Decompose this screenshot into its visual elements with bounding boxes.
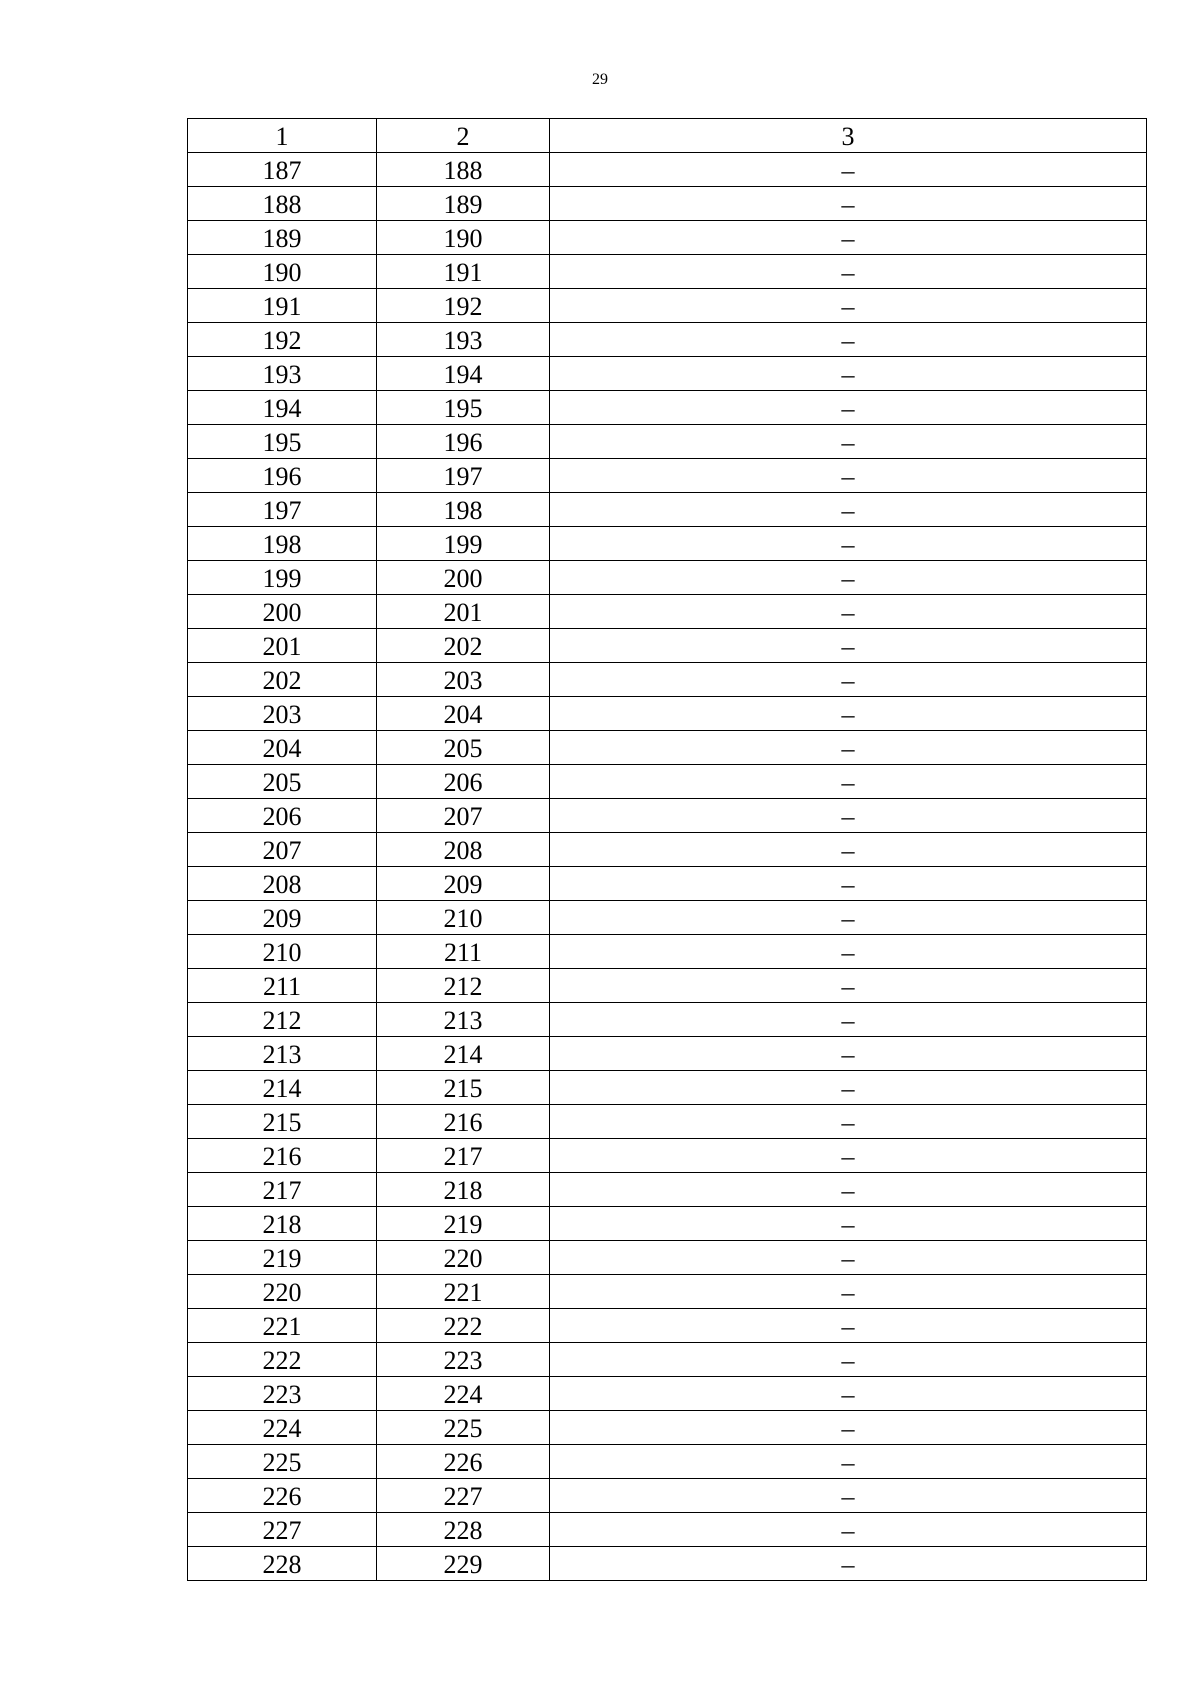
table-cell: – bbox=[550, 221, 1147, 255]
table-row bbox=[188, 493, 1147, 527]
table-cell: – bbox=[550, 833, 1147, 867]
table-cell: 221 bbox=[377, 1275, 550, 1309]
table-cell: – bbox=[550, 629, 1147, 663]
table-cell: – bbox=[550, 1513, 1147, 1547]
table-cell: – bbox=[550, 969, 1147, 1003]
table-row bbox=[188, 1309, 1147, 1343]
table-cell: 222 bbox=[377, 1309, 550, 1343]
table-row bbox=[188, 1547, 1147, 1581]
table-row bbox=[188, 731, 1147, 765]
table-row bbox=[188, 935, 1147, 969]
table-row bbox=[188, 969, 1147, 1003]
table-cell: – bbox=[550, 731, 1147, 765]
table-cell: 223 bbox=[377, 1343, 550, 1377]
table-cell: – bbox=[550, 1071, 1147, 1105]
table-cell: 191 bbox=[377, 255, 550, 289]
table-row bbox=[188, 289, 1147, 323]
table-cell: 211 bbox=[188, 969, 377, 1003]
table-cell: 190 bbox=[377, 221, 550, 255]
table-cell: 188 bbox=[377, 153, 550, 187]
table-cell: 197 bbox=[377, 459, 550, 493]
table-cell: – bbox=[550, 663, 1147, 697]
table-cell: – bbox=[550, 935, 1147, 969]
table-cell: 208 bbox=[188, 867, 377, 901]
table-cell: 225 bbox=[377, 1411, 550, 1445]
table-cell: 214 bbox=[188, 1071, 377, 1105]
table-header-row bbox=[188, 119, 1147, 153]
table-cell: 194 bbox=[377, 357, 550, 391]
table-cell: 199 bbox=[377, 527, 550, 561]
table-cell: 189 bbox=[188, 221, 377, 255]
table-cell: 221 bbox=[188, 1309, 377, 1343]
table-cell: 202 bbox=[377, 629, 550, 663]
table-row bbox=[188, 833, 1147, 867]
table-row bbox=[188, 1377, 1147, 1411]
table-cell: – bbox=[550, 595, 1147, 629]
table-row bbox=[188, 901, 1147, 935]
table-cell: 227 bbox=[188, 1513, 377, 1547]
table-cell: 229 bbox=[377, 1547, 550, 1581]
table-cell: 207 bbox=[188, 833, 377, 867]
table-body bbox=[188, 119, 1147, 1581]
table-cell: 195 bbox=[377, 391, 550, 425]
table-cell: 196 bbox=[188, 459, 377, 493]
table-row bbox=[188, 595, 1147, 629]
table-cell: 226 bbox=[188, 1479, 377, 1513]
table-cell: 203 bbox=[188, 697, 377, 731]
table-cell: – bbox=[550, 1377, 1147, 1411]
table-cell: – bbox=[550, 153, 1147, 187]
table-cell: 210 bbox=[188, 935, 377, 969]
table-cell: 188 bbox=[188, 187, 377, 221]
data-table bbox=[187, 118, 1147, 1581]
table-row bbox=[188, 459, 1147, 493]
table-cell: 223 bbox=[188, 1377, 377, 1411]
table-row bbox=[188, 1411, 1147, 1445]
table-cell: 225 bbox=[188, 1445, 377, 1479]
table-cell: 219 bbox=[377, 1207, 550, 1241]
table-cell: 209 bbox=[377, 867, 550, 901]
table-cell: – bbox=[550, 1139, 1147, 1173]
table-cell: 214 bbox=[377, 1037, 550, 1071]
table-cell: – bbox=[550, 527, 1147, 561]
table-row bbox=[188, 1105, 1147, 1139]
table-row bbox=[188, 323, 1147, 357]
table-cell: – bbox=[550, 799, 1147, 833]
table-cell: – bbox=[550, 1173, 1147, 1207]
table-cell: 200 bbox=[188, 595, 377, 629]
table-cell: 213 bbox=[377, 1003, 550, 1037]
table-cell: – bbox=[550, 867, 1147, 901]
table-row bbox=[188, 1513, 1147, 1547]
table-row bbox=[188, 1207, 1147, 1241]
table-cell: – bbox=[550, 765, 1147, 799]
table-cell: – bbox=[550, 187, 1147, 221]
table-cell: 220 bbox=[188, 1275, 377, 1309]
table-row bbox=[188, 1037, 1147, 1071]
table-cell: – bbox=[550, 255, 1147, 289]
table-row bbox=[188, 867, 1147, 901]
table-row bbox=[188, 1003, 1147, 1037]
page-number: 29 bbox=[592, 71, 608, 88]
table-cell: 215 bbox=[377, 1071, 550, 1105]
table-cell: – bbox=[550, 1343, 1147, 1377]
table-cell: 193 bbox=[377, 323, 550, 357]
table-row bbox=[188, 1071, 1147, 1105]
table-cell: 201 bbox=[188, 629, 377, 663]
table-cell: 195 bbox=[188, 425, 377, 459]
table-row bbox=[188, 1275, 1147, 1309]
table-row bbox=[188, 425, 1147, 459]
table-cell: 218 bbox=[188, 1207, 377, 1241]
table-row bbox=[188, 799, 1147, 833]
table-row bbox=[188, 1479, 1147, 1513]
table-cell: – bbox=[550, 901, 1147, 935]
table-row bbox=[188, 1139, 1147, 1173]
table-row bbox=[188, 629, 1147, 663]
table-row bbox=[188, 1343, 1147, 1377]
table-cell: – bbox=[550, 289, 1147, 323]
table-cell: 228 bbox=[377, 1513, 550, 1547]
table-cell: – bbox=[550, 493, 1147, 527]
table-cell: 193 bbox=[188, 357, 377, 391]
table-cell: 192 bbox=[377, 289, 550, 323]
table-cell: 190 bbox=[188, 255, 377, 289]
table-cell: – bbox=[550, 1411, 1147, 1445]
table-cell: – bbox=[550, 1445, 1147, 1479]
table-cell: 212 bbox=[377, 969, 550, 1003]
table-row bbox=[188, 527, 1147, 561]
table-cell: 197 bbox=[188, 493, 377, 527]
table-cell: 216 bbox=[188, 1139, 377, 1173]
table-cell: – bbox=[550, 1309, 1147, 1343]
table-cell: 224 bbox=[188, 1411, 377, 1445]
table-cell: – bbox=[550, 459, 1147, 493]
table-cell: – bbox=[550, 697, 1147, 731]
table-cell: 211 bbox=[377, 935, 550, 969]
table-row bbox=[188, 187, 1147, 221]
table-cell: 187 bbox=[188, 153, 377, 187]
table-cell: – bbox=[550, 1037, 1147, 1071]
table-cell: 204 bbox=[188, 731, 377, 765]
table-cell: 220 bbox=[377, 1241, 550, 1275]
table-cell: 209 bbox=[188, 901, 377, 935]
table-cell: 217 bbox=[377, 1139, 550, 1173]
table-cell: 228 bbox=[188, 1547, 377, 1581]
table-cell: – bbox=[550, 1207, 1147, 1241]
column-header: 1 bbox=[188, 119, 377, 153]
table-cell: – bbox=[550, 1275, 1147, 1309]
table-cell: 206 bbox=[188, 799, 377, 833]
table-row bbox=[188, 1445, 1147, 1479]
table-cell: – bbox=[550, 1241, 1147, 1275]
table-row bbox=[188, 255, 1147, 289]
table-cell: 219 bbox=[188, 1241, 377, 1275]
table-row bbox=[188, 663, 1147, 697]
table-row bbox=[188, 391, 1147, 425]
table-cell: 202 bbox=[188, 663, 377, 697]
table-cell: 198 bbox=[377, 493, 550, 527]
table-cell: 210 bbox=[377, 901, 550, 935]
table-cell: 217 bbox=[188, 1173, 377, 1207]
table-cell: 205 bbox=[188, 765, 377, 799]
table-cell: 194 bbox=[188, 391, 377, 425]
table-row bbox=[188, 221, 1147, 255]
table-cell: – bbox=[550, 561, 1147, 595]
table-cell: – bbox=[550, 425, 1147, 459]
table-row bbox=[188, 1241, 1147, 1275]
table-row bbox=[188, 765, 1147, 799]
table-cell: 206 bbox=[377, 765, 550, 799]
table-cell: – bbox=[550, 1547, 1147, 1581]
table-row bbox=[188, 1173, 1147, 1207]
table-cell: – bbox=[550, 1479, 1147, 1513]
table-cell: – bbox=[550, 391, 1147, 425]
table-row bbox=[188, 561, 1147, 595]
table-cell: 205 bbox=[377, 731, 550, 765]
table-cell: 208 bbox=[377, 833, 550, 867]
table-cell: 198 bbox=[188, 527, 377, 561]
table-row bbox=[188, 357, 1147, 391]
table-row bbox=[188, 697, 1147, 731]
table-cell: 226 bbox=[377, 1445, 550, 1479]
table-cell: – bbox=[550, 357, 1147, 391]
table-cell: 201 bbox=[377, 595, 550, 629]
table-cell: 218 bbox=[377, 1173, 550, 1207]
table-cell: – bbox=[550, 323, 1147, 357]
table-cell: 192 bbox=[188, 323, 377, 357]
table-cell: 204 bbox=[377, 697, 550, 731]
table-cell: – bbox=[550, 1105, 1147, 1139]
table-cell: 196 bbox=[377, 425, 550, 459]
table-cell: 200 bbox=[377, 561, 550, 595]
table-cell: 224 bbox=[377, 1377, 550, 1411]
table-cell: 199 bbox=[188, 561, 377, 595]
table-cell: 227 bbox=[377, 1479, 550, 1513]
table-cell: 191 bbox=[188, 289, 377, 323]
table-row bbox=[188, 153, 1147, 187]
table-cell: – bbox=[550, 1003, 1147, 1037]
table-cell: 203 bbox=[377, 663, 550, 697]
table-cell: 189 bbox=[377, 187, 550, 221]
table-cell: 215 bbox=[188, 1105, 377, 1139]
column-header: 3 bbox=[550, 119, 1147, 153]
table-cell: 213 bbox=[188, 1037, 377, 1071]
table-cell: 212 bbox=[188, 1003, 377, 1037]
column-header: 2 bbox=[377, 119, 550, 153]
table-cell: 216 bbox=[377, 1105, 550, 1139]
table-cell: 222 bbox=[188, 1343, 377, 1377]
table-cell: 207 bbox=[377, 799, 550, 833]
